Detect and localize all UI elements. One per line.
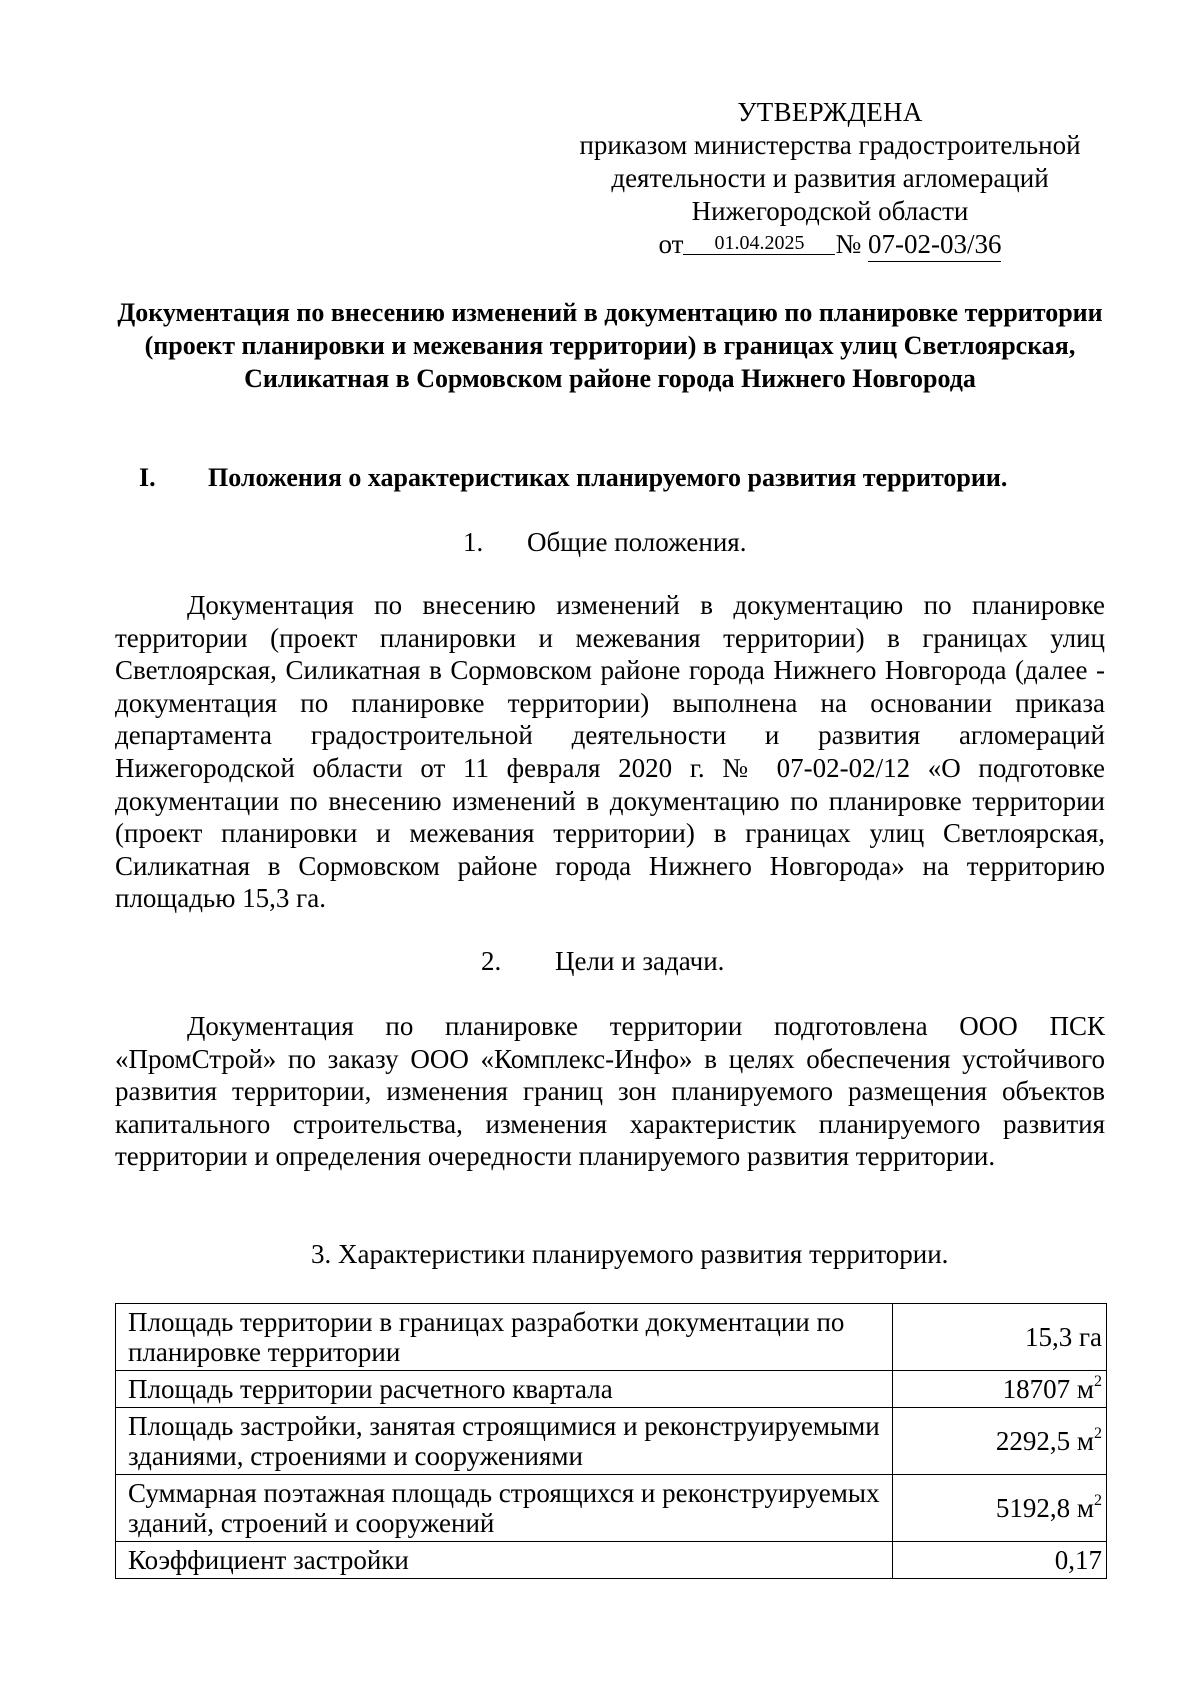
paragraph-general: Документация по внесению изменений в документацию по планировке территории (проект планировки и межевания территории) в границах улиц Светлоярская, Силикатная в Сормовском районе города Нижнего Новгорода (далее - документация по планировке территории) выполнена на основании приказа департамента градостроительной деятельности и развития агломераций Нижегородской области от 11 февраля 2020 г. № 07-02-02/12 «О подготовке документации по внесению изменений в документацию по планировке территории (проект планировки и межевания территории) в границах улиц Светлоярская, Силикатная в Сормовском районе города Нижнего Новгорода» на территорию площадью 15,3 га.: [115, 590, 1105, 914]
subsection-2-title: Цели и задачи.: [555, 946, 725, 976]
table-row-label: Площадь территории расчетного квартала: [116, 1371, 893, 1408]
characteristics-table: [115, 1303, 1107, 1579]
approval-number: 07-02-03/36: [868, 228, 1001, 262]
table-row-value: 18707 $м^2$: [893, 1371, 1107, 1408]
table-row-label: Площадь застройки, занятая строящимися и реконструируемыми зданиями, строениями и сооружениями: [116, 1408, 893, 1475]
table-row-label: Суммарная поэтажная площадь строящихся и реконструируемых зданий, строений и сооружений: [116, 1475, 893, 1542]
table-row-value: 15,3 га: [893, 1304, 1107, 1371]
table-row-label: Коэффициент застройки: [116, 1542, 893, 1579]
number-label: №: [835, 229, 862, 259]
paragraph-goals: Документация по планировке территории подготовлена ООО ПСК «ПромСтрой» по заказу ООО «Комплекс-Инфо» в целях обеспечения устойчивого развития территории, изменения границ зон планируемого размещения объектов капитального строительства, изменения характеристик планируемого развития территории и определения очередности планируемого развития территории.: [115, 1011, 1105, 1172]
table-heading: 3. Характеристики планируемого развития территории.: [311, 1239, 949, 1269]
approval-date-line: [560, 228, 1100, 262]
section-number: I.: [139, 463, 156, 492]
table-row-value: 0,17: [893, 1542, 1107, 1579]
subsection-1-heading: [463, 526, 746, 559]
table-row-label: Площадь территории в границах разработки документации по планировке территории: [116, 1304, 893, 1371]
from-label: от: [658, 229, 684, 259]
subsection-2-heading: [481, 945, 724, 978]
approval-title: УТВЕРЖДЕНА: [737, 97, 923, 127]
table-row: [116, 1475, 1107, 1542]
table-row-value: 2292,5 $м^2$: [893, 1408, 1107, 1475]
table-row: [116, 1408, 1107, 1475]
table-row: [116, 1371, 1107, 1408]
subsection-1-title: Общие положения.: [527, 527, 747, 557]
document-title: Документация по внесению изменений в документацию по планировке территории (проект планировки и межевания территории) в границах улиц Светлоярская, Силикатная в Сормовском районе города Нижнего Новгорода: [117, 298, 1103, 393]
approval-line-2: деятельности и развития агломераций: [611, 163, 1049, 193]
subsection-1-number: 1.: [463, 527, 484, 557]
table-row: [116, 1304, 1107, 1371]
subsection-2-number: 2.: [481, 946, 502, 976]
approval-line-1: приказом министерства градостроительной: [579, 130, 1081, 160]
table-row-value: 5192,8 $м^2$: [893, 1475, 1107, 1542]
section-title: Положения о характеристиках планируемого развития территории.: [208, 463, 1008, 492]
approval-line-3: Нижегородской области: [691, 196, 969, 226]
approval-date: 01.04.2025: [683, 232, 835, 255]
table-row: [116, 1542, 1107, 1579]
approval-stamp: [560, 96, 1100, 262]
